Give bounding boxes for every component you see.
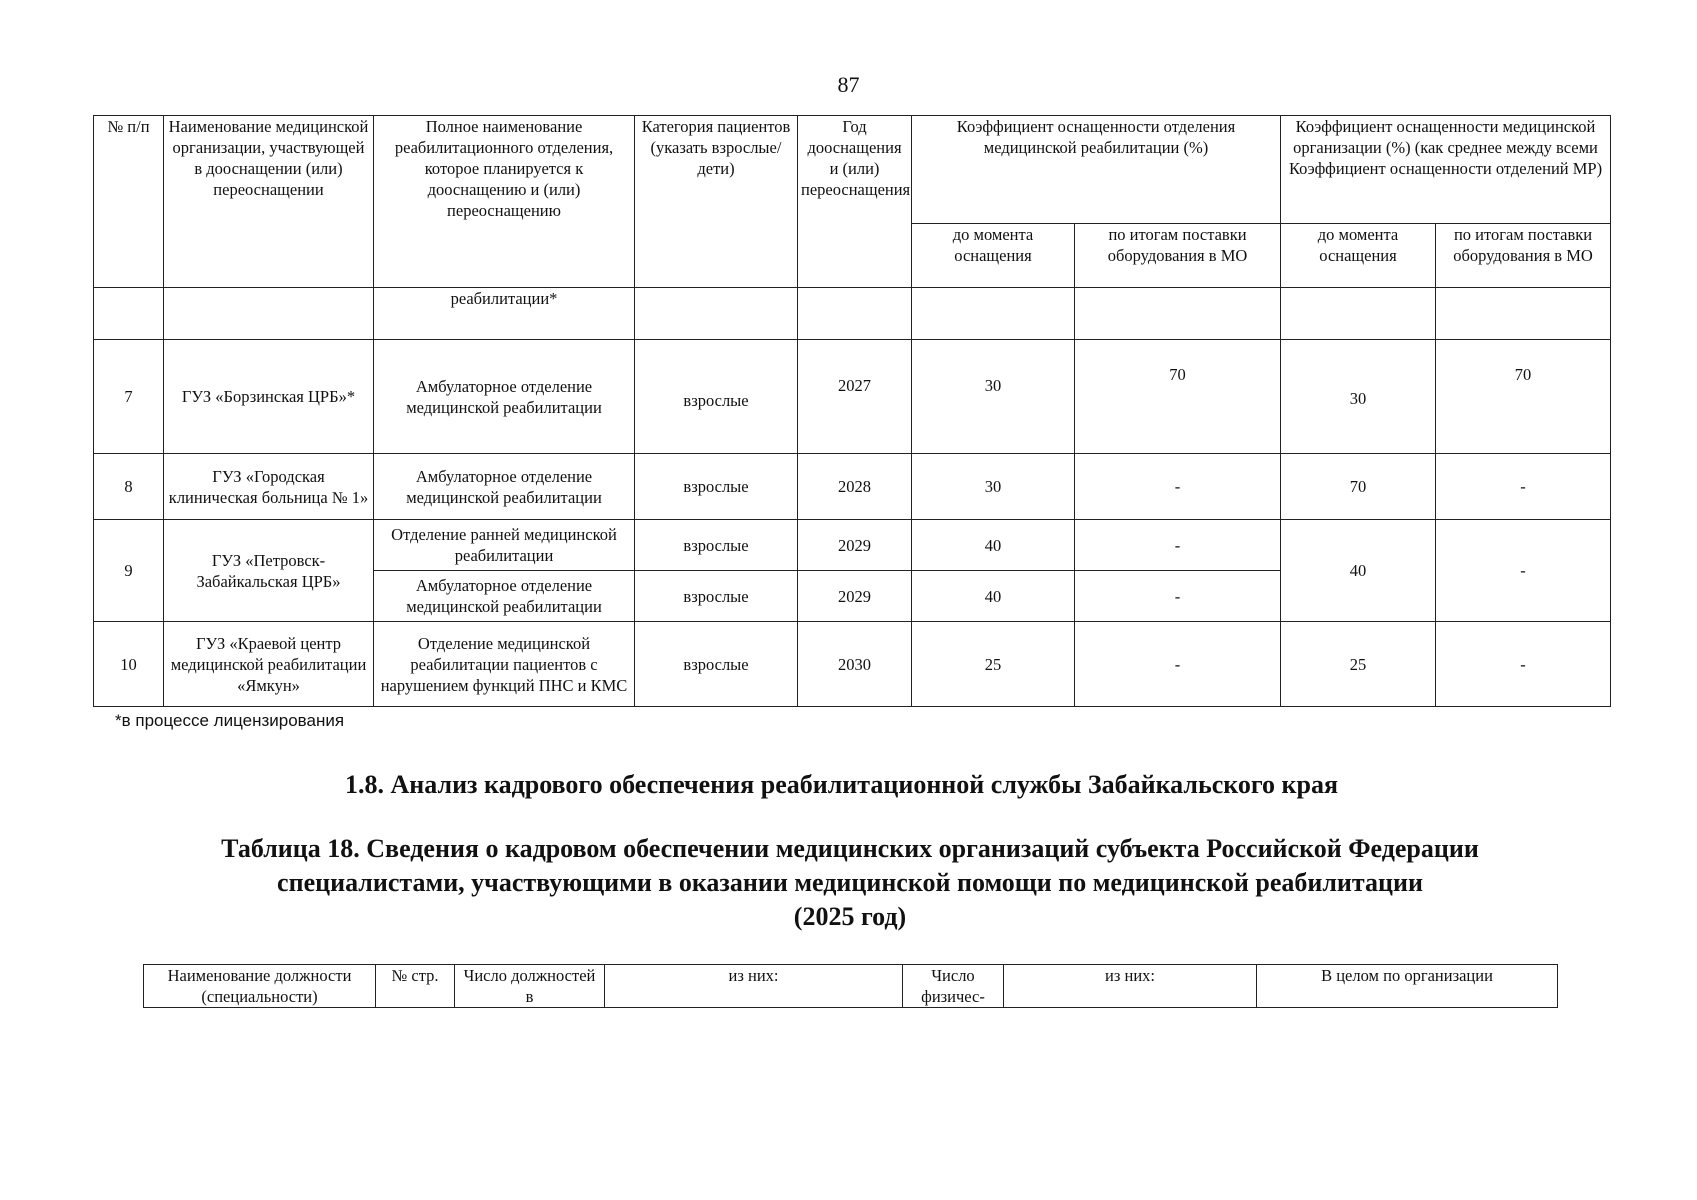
- table-cell: 9: [94, 520, 164, 622]
- page-number: 87: [837, 72, 860, 97]
- table-cell: -: [1436, 520, 1611, 622]
- table-cell: 25: [912, 622, 1075, 707]
- table-cell: Амбулаторное отделение медицинской реабилитации: [374, 571, 635, 622]
- table-cell: взрослые: [635, 571, 798, 622]
- header-department: Полное наименование реабилитационного отделения, которое планируется к дооснащению и (или) переоснащению: [374, 116, 635, 288]
- header-year: Год дооснащения и (или) переоснащения: [798, 116, 912, 288]
- table-cell: -: [1075, 622, 1281, 707]
- table-row: [94, 288, 1611, 340]
- header-coef-organization: Коэффициент оснащенности медицинской организации (%) (как среднее между всеми Коэффициент оснащенности отделений МР): [1281, 116, 1611, 224]
- header-count-positions: Число должностей в: [455, 965, 605, 1008]
- table-cell: -: [1436, 454, 1611, 520]
- table-cell: Амбулаторное отделение медицинской реабилитации: [374, 454, 635, 520]
- header-dept-before: до момента оснащения: [912, 224, 1075, 288]
- table-cell: 70: [1075, 340, 1281, 454]
- table-cell: ГУЗ «Городская клиническая больница № 1»: [164, 454, 374, 520]
- table-cell: взрослые: [635, 520, 798, 571]
- table-row: [94, 520, 1611, 571]
- table-row: [94, 340, 1611, 454]
- header-organization: Наименование медицинской организации, участвующей в дооснащении (или) переоснащении: [164, 116, 374, 288]
- table-cell: 70: [1281, 454, 1436, 520]
- table-cell: [798, 288, 912, 340]
- footnote: *в процессе лицензирования: [115, 711, 345, 730]
- table-cell: 2027: [798, 340, 912, 454]
- table-cell: [912, 288, 1075, 340]
- header-org-after: по итогам поставки оборудования в МО: [1436, 224, 1611, 288]
- table-row: [94, 622, 1611, 707]
- header-of-them: из них:: [1004, 965, 1257, 1008]
- header-dept-after: по итогам поставки оборудования в МО: [1075, 224, 1281, 288]
- table-cell: Амбулаторное отделение медицинской реабилитации: [374, 340, 635, 454]
- table-cell: 70: [1436, 340, 1611, 454]
- staffing-table: [143, 964, 1558, 1008]
- table-cell: ГУЗ «Краевой центр медицинской реабилитации «Ямкун»: [164, 622, 374, 707]
- table-cell: [635, 288, 798, 340]
- table-cell: 25: [1281, 622, 1436, 707]
- table-cell: [164, 288, 374, 340]
- header-org-before: до момента оснащения: [1281, 224, 1436, 288]
- table-cell: 2028: [798, 454, 912, 520]
- table-cell: 8: [94, 454, 164, 520]
- table-cell: 2030: [798, 622, 912, 707]
- header-count-persons: Число физичес-: [903, 965, 1004, 1008]
- header-of-them: из них:: [605, 965, 903, 1008]
- table-caption-line: (2025 год): [793, 902, 907, 931]
- table-cell: 2029: [798, 520, 912, 571]
- table-cell: 30: [912, 454, 1075, 520]
- continuation-cell: реабилитации*: [374, 288, 635, 340]
- table-cell: [1281, 288, 1436, 340]
- table-cell: -: [1075, 520, 1281, 571]
- table-cell: взрослые: [635, 622, 798, 707]
- header-category: Категория пациентов (указать взрослые/дети): [635, 116, 798, 288]
- header-position: Наименование должности (специальности): [144, 965, 376, 1008]
- table-caption: [100, 832, 1600, 934]
- table-cell: -: [1436, 622, 1611, 707]
- table-caption-line: Таблица 18. Сведения о кадровом обеспечении медицинских организаций субъекта Российской Федерации: [221, 834, 1479, 863]
- table-cell: ГУЗ «Борзинская ЦРБ»*: [164, 340, 374, 454]
- header-line-number: № стр.: [376, 965, 455, 1008]
- table-cell: [1436, 288, 1611, 340]
- section-heading: 1.8. Анализ кадрового обеспечения реабилитационной службы Забайкальского края: [345, 770, 1339, 799]
- table-cell: взрослые: [635, 340, 798, 454]
- table-caption-line: специалистами, участвующими в оказании медицинской помощи по медицинской реабилитации: [277, 868, 1423, 897]
- rehab-departments-table: [93, 115, 1611, 707]
- table-cell: 40: [1281, 520, 1436, 622]
- table-cell: 40: [912, 520, 1075, 571]
- table-cell: взрослые: [635, 454, 798, 520]
- table-cell: 10: [94, 622, 164, 707]
- table-cell: -: [1075, 571, 1281, 622]
- table-cell: 30: [912, 340, 1075, 454]
- table-cell: 30: [1281, 340, 1436, 454]
- header-coef-department: Коэффициент оснащенности отделения медицинской реабилитации (%): [912, 116, 1281, 224]
- table-cell: Отделение медицинской реабилитации пациентов с нарушением функций ПНС и КМС: [374, 622, 635, 707]
- table-cell: 40: [912, 571, 1075, 622]
- header-org-total: В целом по организации: [1257, 965, 1558, 1008]
- table-cell: [94, 288, 164, 340]
- table-cell: 2029: [798, 571, 912, 622]
- table-cell: ГУЗ «Петровск-Забайкальская ЦРБ»: [164, 520, 374, 622]
- table-cell: Отделение ранней медицинской реабилитации: [374, 520, 635, 571]
- header-num: № п/п: [94, 116, 164, 288]
- table-cell: 7: [94, 340, 164, 454]
- table-cell: [1075, 288, 1281, 340]
- table-row: [94, 454, 1611, 520]
- table-cell: -: [1075, 454, 1281, 520]
